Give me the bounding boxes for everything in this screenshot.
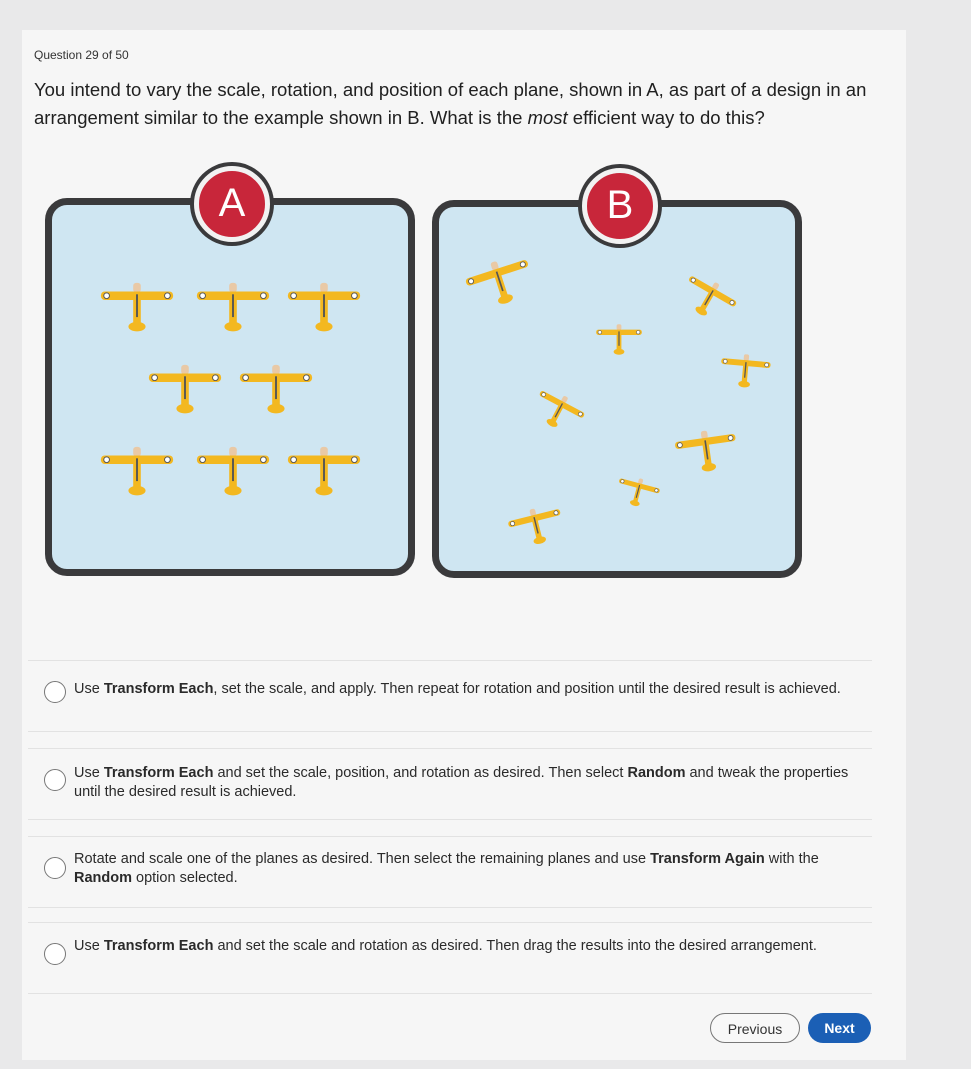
- plane-icon: [611, 472, 663, 518]
- plane-icon: [286, 281, 362, 339]
- answer-option-3[interactable]: [28, 836, 872, 908]
- answer-text-segment: Transform Each: [103, 765, 214, 781]
- answer-text-4: [74, 937, 864, 956]
- answer-text-segment: and tweak the properties until the desired result is achieved.: [74, 765, 849, 800]
- plane-icon: [717, 351, 772, 397]
- answer-text-3: [74, 850, 864, 888]
- plane-icon: [504, 501, 569, 557]
- answer-text-segment: and set the scale, position, and rotation as desired. Then select: [213, 765, 628, 781]
- panel-b-badge: [582, 168, 658, 244]
- answer-text-segment: option selected.: [132, 870, 238, 886]
- answer-text-1: [74, 680, 864, 699]
- plane-icon: [147, 363, 223, 421]
- radio-button-3[interactable]: [44, 857, 66, 879]
- plane-icon: [99, 281, 175, 339]
- answer-text-segment: Use: [74, 765, 104, 781]
- answer-text-segment: Transform Each: [103, 681, 214, 697]
- plane-icon: [672, 425, 742, 483]
- plane-icon: [238, 363, 314, 421]
- panel-a-label: A: [218, 181, 246, 225]
- answer-text-segment: with the: [764, 851, 819, 867]
- panel-b-label: B: [606, 183, 634, 227]
- plane-icon: [195, 445, 271, 503]
- radio-button-4[interactable]: [44, 943, 66, 965]
- panel-b: [432, 200, 802, 578]
- question-counter: Question 29 of 50: [34, 48, 129, 62]
- plane-icon: [672, 268, 743, 334]
- plane-icon: [595, 323, 643, 362]
- plane-icon: [461, 250, 542, 321]
- answer-text-segment: , set the scale, and apply. Then repeat for rotation and position until the desired result is achieved.: [213, 681, 841, 697]
- answer-option-1[interactable]: [28, 660, 872, 732]
- previous-button[interactable]: Previous: [710, 1013, 800, 1043]
- plane-icon: [524, 383, 589, 444]
- question-text-emphasis: most: [527, 107, 568, 128]
- question-text-part1: You intend to vary the scale, rotation, and position of each plane, shown in A, as part of a design in an arrangement similar to the example shown in B. What is the: [34, 79, 867, 128]
- answer-text-segment: Rotate and scale one of the planes as desired. Then select the remaining planes and use: [74, 851, 651, 867]
- radio-button-1[interactable]: [44, 681, 66, 703]
- answer-text-segment: Use: [74, 938, 104, 954]
- answer-option-4[interactable]: [28, 922, 872, 994]
- answer-text-segment: and set the scale and rotation as desired. Then drag the results into the desired arrangement.: [213, 938, 817, 954]
- plane-icon: [195, 281, 271, 339]
- answer-option-2[interactable]: [28, 748, 872, 820]
- answer-text-segment: Transform Again: [650, 851, 765, 867]
- plane-icon: [99, 445, 175, 503]
- question-text-part2: efficient way to do this?: [567, 107, 765, 128]
- radio-button-2[interactable]: [44, 769, 66, 791]
- panel-a: [45, 198, 415, 576]
- answer-text-2: [74, 764, 864, 802]
- next-button[interactable]: Next: [808, 1013, 871, 1043]
- answer-text-segment: Transform Each: [103, 938, 214, 954]
- answer-text-segment: Use: [74, 681, 104, 697]
- question-text: [34, 76, 884, 132]
- answer-text-segment: Random: [74, 870, 132, 886]
- panel-a-badge: [194, 166, 270, 242]
- plane-icon: [286, 445, 362, 503]
- answer-text-segment: Random: [627, 765, 686, 781]
